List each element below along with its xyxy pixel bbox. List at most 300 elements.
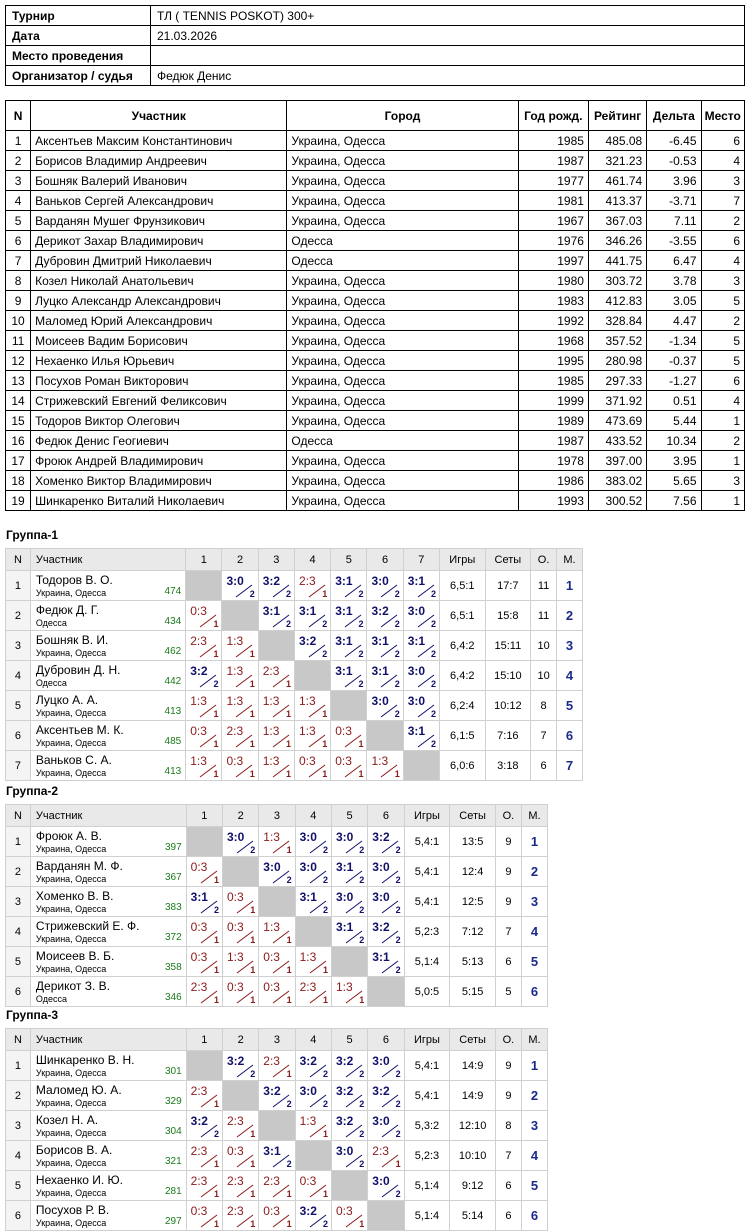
table-cell: 7.11 <box>647 211 701 231</box>
column-header: N <box>6 1029 31 1051</box>
player-rating: 329 <box>164 1096 182 1107</box>
table-row <box>6 371 745 391</box>
points-cell: 9 <box>495 1051 521 1081</box>
match-points: 1 <box>358 769 364 779</box>
table-cell: -0.37 <box>647 351 701 371</box>
games-cell: 6,4:2 <box>439 631 485 661</box>
match-result-cell <box>186 721 222 751</box>
table-row <box>6 131 745 151</box>
row-number: 3 <box>6 631 31 661</box>
player-name: Маломед Ю. А. <box>35 1083 122 1097</box>
match-result-cell <box>295 1171 331 1201</box>
match-result-cell <box>222 1111 258 1141</box>
points-cell: 6 <box>495 947 521 977</box>
diagonal-cell <box>295 1141 331 1171</box>
table-cell: Козел Николай Анатольевич <box>31 271 287 291</box>
column-header: N <box>6 805 31 827</box>
match-points: 2 <box>359 1099 365 1109</box>
diagonal-cell <box>368 977 404 1007</box>
sets-cell: 14:9 <box>450 1081 496 1111</box>
player-city: Одесса <box>35 618 67 628</box>
table-cell: Одесса <box>287 431 518 451</box>
table-cell: Борисов Владимир Андреевич <box>31 151 287 171</box>
player-rating: 358 <box>164 962 182 973</box>
player-rating: 462 <box>164 646 182 657</box>
sets-cell: 5:13 <box>450 947 496 977</box>
match-points: 2 <box>359 1159 365 1169</box>
match-points: 1 <box>286 845 292 855</box>
match-score: 3:0 <box>372 890 390 904</box>
match-result-cell <box>295 827 331 857</box>
table-cell: 328.84 <box>588 311 646 331</box>
group-table <box>5 804 548 1007</box>
match-result-cell <box>367 631 403 661</box>
match-result-cell <box>331 1141 367 1171</box>
table-cell: -0.53 <box>647 151 701 171</box>
table-cell: 1989 <box>518 411 588 431</box>
table-cell: Украина, Одесса <box>287 331 518 351</box>
match-score: 3:0 <box>299 830 317 844</box>
match-points: 1 <box>285 739 291 749</box>
match-points: 2 <box>286 875 292 885</box>
table-cell: Украина, Одесса <box>287 271 518 291</box>
match-result-cell <box>222 691 258 721</box>
games-cell: 6,5:1 <box>439 571 485 601</box>
player-city: Украина, Одесса <box>35 768 107 778</box>
match-result-cell <box>186 1111 222 1141</box>
match-score: 3:1 <box>407 724 426 738</box>
match-result-cell <box>403 661 439 691</box>
table-cell: Украина, Одесса <box>287 351 518 371</box>
match-points: 2 <box>430 619 436 629</box>
table-cell: Украина, Одесса <box>287 131 518 151</box>
points-cell: 9 <box>495 827 521 857</box>
row-number: 2 <box>6 601 31 631</box>
match-points: 2 <box>359 1069 365 1079</box>
match-points: 2 <box>395 1069 401 1079</box>
match-points: 1 <box>358 739 364 749</box>
column-header: Участник <box>30 1029 186 1051</box>
player-cell <box>30 857 186 887</box>
table-cell: Маломед Юрий Александрович <box>31 311 287 331</box>
table-cell: Фроюк Андрей Владимирович <box>31 451 287 471</box>
match-score: 2:3 <box>190 634 207 648</box>
player-cell <box>30 661 185 691</box>
row-number: 4 <box>6 661 31 691</box>
player-rating: 372 <box>164 932 182 943</box>
match-result-cell <box>222 751 258 781</box>
place-cell: 5 <box>521 1171 547 1201</box>
table-cell: 3 <box>701 271 745 291</box>
table-cell: Одесса <box>287 231 518 251</box>
table-cell: 1968 <box>518 331 588 351</box>
match-score: 3:0 <box>407 664 426 678</box>
table-cell: 2 <box>701 311 745 331</box>
table-cell: 441.75 <box>588 251 646 271</box>
table-cell: 5.65 <box>647 471 701 491</box>
table-row <box>6 271 745 291</box>
match-points: 2 <box>286 1159 292 1169</box>
match-result-cell <box>222 887 258 917</box>
games-cell: 5,0:5 <box>404 977 450 1007</box>
match-score: 2:3 <box>262 664 280 678</box>
match-result-cell <box>186 917 222 947</box>
match-points: 1 <box>286 995 292 1005</box>
player-name: Хоменко В. В. <box>35 889 114 903</box>
match-points: 2 <box>249 589 255 599</box>
column-header: 6 <box>367 549 403 571</box>
match-points: 2 <box>394 589 400 599</box>
group-title: Группа-1 <box>6 528 59 542</box>
match-score: 1:3 <box>190 694 207 708</box>
column-header: М. <box>521 1029 547 1051</box>
player-name: Стрижевский Е. Ф. <box>35 919 140 933</box>
row-number: 6 <box>6 1201 31 1231</box>
match-points: 1 <box>322 965 328 975</box>
points-cell: 9 <box>495 1081 521 1111</box>
row-number: 4 <box>6 1141 31 1171</box>
table-cell: Украина, Одесса <box>287 171 518 191</box>
match-points: 2 <box>395 1129 401 1139</box>
match-result-cell <box>222 571 258 601</box>
match-score: 1:3 <box>335 980 353 994</box>
player-name: Посухов Р. В. <box>35 1203 110 1217</box>
match-result-cell <box>368 947 404 977</box>
sets-cell: 15:8 <box>485 601 531 631</box>
player-rating: 367 <box>164 872 182 883</box>
match-result-cell <box>186 661 222 691</box>
player-cell <box>30 571 185 601</box>
place-cell: 7 <box>557 751 583 781</box>
match-score: 3:2 <box>190 1114 208 1128</box>
points-cell: 6 <box>495 1201 521 1231</box>
info-row <box>6 6 745 26</box>
match-points: 1 <box>213 995 219 1005</box>
player-city: Украина, Одесса <box>35 964 107 974</box>
match-result-cell <box>258 661 294 691</box>
table-cell: Посухов Роман Викторович <box>31 371 287 391</box>
table-cell: 5 <box>701 331 745 351</box>
sets-cell: 9:12 <box>450 1171 496 1201</box>
player-rating: 474 <box>164 586 182 597</box>
player-cell <box>30 887 186 917</box>
place-cell: 4 <box>521 917 547 947</box>
match-points: 1 <box>250 905 256 915</box>
match-points: 2 <box>285 589 291 599</box>
match-score: 0:3 <box>335 1204 353 1218</box>
table-cell: 2 <box>701 211 745 231</box>
table-cell: Хоменко Виктор Владимирович <box>31 471 287 491</box>
points-cell: 7 <box>495 1141 521 1171</box>
table-row <box>6 1201 548 1231</box>
table-row <box>6 151 745 171</box>
row-number: 4 <box>6 917 31 947</box>
player-city: Одесса <box>35 994 67 1004</box>
place-cell: 6 <box>557 721 583 751</box>
column-header: Сеты <box>450 805 496 827</box>
column-header: Город <box>287 101 518 131</box>
match-score: 3:2 <box>263 1084 281 1098</box>
match-score: 3:0 <box>372 860 390 874</box>
table-cell: 1 <box>701 411 745 431</box>
match-score: 1:3 <box>298 724 316 738</box>
points-cell: 9 <box>495 887 521 917</box>
place-cell: 1 <box>521 1051 547 1081</box>
column-header: 3 <box>259 805 295 827</box>
match-points: 2 <box>359 905 365 915</box>
match-result-cell <box>331 1111 367 1141</box>
sets-cell: 5:15 <box>450 977 496 1007</box>
match-result-cell <box>294 601 330 631</box>
match-points: 2 <box>358 619 364 629</box>
match-result-cell <box>186 1081 222 1111</box>
table-cell: 4 <box>701 251 745 271</box>
match-score: 3:0 <box>226 574 244 588</box>
group-title: Группа-2 <box>6 784 59 798</box>
info-row <box>6 66 745 86</box>
match-score: 1:3 <box>226 694 244 708</box>
player-cell <box>30 631 185 661</box>
match-points: 1 <box>213 1159 219 1169</box>
match-points: 1 <box>249 679 255 689</box>
match-result-cell <box>368 1051 404 1081</box>
table-cell: 2 <box>701 431 745 451</box>
games-cell: 6,5:1 <box>439 601 485 631</box>
match-score: 3:2 <box>299 1054 317 1068</box>
match-score: 1:3 <box>226 950 244 964</box>
place-cell: 3 <box>557 631 583 661</box>
points-cell: 6 <box>495 1171 521 1201</box>
table-cell: Украина, Одесса <box>287 151 518 171</box>
table-cell: 1 <box>6 131 31 151</box>
table-cell: 1992 <box>518 311 588 331</box>
column-header: 2 <box>222 805 258 827</box>
match-score: 1:3 <box>299 1114 317 1128</box>
sets-cell: 12:4 <box>450 857 496 887</box>
match-score: 3:2 <box>298 634 317 648</box>
info-label: Дата <box>6 26 151 46</box>
table-cell: 303.72 <box>588 271 646 291</box>
match-score: 1:3 <box>226 664 244 678</box>
match-result-cell <box>331 917 367 947</box>
match-result-cell <box>258 601 294 631</box>
match-result-cell <box>222 631 258 661</box>
match-score: 0:3 <box>299 1174 317 1188</box>
match-points: 1 <box>285 679 291 689</box>
match-result-cell <box>368 917 404 947</box>
match-score: 2:3 <box>190 1144 208 1158</box>
table-cell: 1997 <box>518 251 588 271</box>
match-score: 0:3 <box>226 980 244 994</box>
player-cell <box>30 691 185 721</box>
match-points: 2 <box>359 845 365 855</box>
place-cell: 1 <box>521 827 547 857</box>
table-cell: -3.71 <box>647 191 701 211</box>
column-header: Рейтинг <box>588 101 646 131</box>
row-number: 1 <box>6 1051 31 1081</box>
column-header: 4 <box>295 805 331 827</box>
match-points: 2 <box>395 965 401 975</box>
row-number: 6 <box>6 977 31 1007</box>
match-points: 1 <box>250 935 256 945</box>
match-points: 1 <box>286 965 292 975</box>
table-cell: 357.52 <box>588 331 646 351</box>
table-cell: 10.34 <box>647 431 701 451</box>
match-points: 1 <box>286 1219 292 1229</box>
match-points: 1 <box>322 739 328 749</box>
match-score: 3:0 <box>335 1144 354 1158</box>
match-points: 1 <box>213 769 219 779</box>
match-points: 1 <box>250 965 256 975</box>
games-cell: 6,1:5 <box>439 721 485 751</box>
match-score: 3:2 <box>299 1204 317 1218</box>
column-header: 5 <box>331 805 367 827</box>
table-cell: 19 <box>6 491 31 511</box>
match-score: 0:3 <box>226 890 244 904</box>
match-points: 1 <box>359 1219 365 1229</box>
match-result-cell <box>222 1171 258 1201</box>
match-score: 0:3 <box>226 754 244 768</box>
info-label: Организатор / судья <box>6 66 151 86</box>
table-cell: 7 <box>701 191 745 211</box>
player-name: Борисов В. А. <box>35 1143 113 1157</box>
match-result-cell <box>259 1201 295 1231</box>
match-score: 3:0 <box>372 1114 390 1128</box>
table-cell: 1987 <box>518 431 588 451</box>
player-cell <box>30 601 185 631</box>
match-points: 2 <box>394 679 400 689</box>
diagonal-cell <box>368 1201 404 1231</box>
match-points: 2 <box>322 1099 328 1109</box>
table-row <box>6 231 745 251</box>
match-points: 2 <box>430 649 436 659</box>
games-cell: 5,1:4 <box>404 947 450 977</box>
table-cell: -1.27 <box>647 371 701 391</box>
match-result-cell <box>186 977 222 1007</box>
match-score: 0:3 <box>226 1144 244 1158</box>
match-score: 3:2 <box>372 920 390 934</box>
match-score: 0:3 <box>335 724 352 738</box>
diagonal-cell <box>294 661 330 691</box>
match-points: 2 <box>395 1099 401 1109</box>
table-cell: 412.83 <box>588 291 646 311</box>
match-score: 3:0 <box>299 860 317 874</box>
table-row <box>6 1141 548 1171</box>
diagonal-cell <box>222 601 258 631</box>
match-points: 2 <box>358 589 364 599</box>
match-result-cell <box>259 947 295 977</box>
table-cell: Украина, Одесса <box>287 411 518 431</box>
table-cell: 11 <box>6 331 31 351</box>
place-cell: 2 <box>557 601 583 631</box>
match-result-cell <box>222 947 258 977</box>
table-row <box>6 571 583 601</box>
match-points: 2 <box>322 905 328 915</box>
match-result-cell <box>258 751 294 781</box>
table-row <box>6 251 745 271</box>
table-row <box>6 191 745 211</box>
match-score: 3:1 <box>190 890 208 904</box>
player-name: Бошняк В. И. <box>35 633 109 647</box>
diagonal-cell <box>186 571 222 601</box>
player-city: Украина, Одесса <box>35 934 107 944</box>
column-header: М. <box>521 805 547 827</box>
games-cell: 5,1:4 <box>404 1171 450 1201</box>
player-name: Дерикот З. В. <box>35 979 110 993</box>
group-header-row <box>6 549 583 571</box>
row-number: 3 <box>6 1111 31 1141</box>
match-result-cell <box>222 1201 258 1231</box>
match-result-cell <box>368 857 404 887</box>
points-cell: 9 <box>495 857 521 887</box>
table-cell: 1977 <box>518 171 588 191</box>
points-cell: 11 <box>531 601 557 631</box>
row-number: 5 <box>6 1171 31 1201</box>
games-cell: 5,4:1 <box>404 1081 450 1111</box>
match-result-cell <box>367 571 403 601</box>
table-cell: 1967 <box>518 211 588 231</box>
match-score: 3:1 <box>299 890 317 904</box>
match-score: 3:0 <box>299 1084 317 1098</box>
participants-table <box>5 100 745 511</box>
table-cell: Украина, Одесса <box>287 491 518 511</box>
column-header: Игры <box>439 549 485 571</box>
table-cell: Украина, Одесса <box>287 371 518 391</box>
place-cell: 6 <box>521 1201 547 1231</box>
table-cell: 1 <box>701 451 745 471</box>
column-header: О. <box>495 805 521 827</box>
match-points: 2 <box>394 649 400 659</box>
sets-cell: 7:12 <box>450 917 496 947</box>
match-points: 1 <box>322 709 328 719</box>
games-cell: 5,4:1 <box>404 827 450 857</box>
player-city: Украина, Одесса <box>35 904 107 914</box>
match-result-cell <box>295 1051 331 1081</box>
table-cell: 346.26 <box>588 231 646 251</box>
column-header: 4 <box>295 1029 331 1051</box>
match-result-cell <box>294 631 330 661</box>
match-points: 1 <box>285 709 291 719</box>
player-rating: 304 <box>164 1126 182 1137</box>
match-result-cell <box>368 887 404 917</box>
points-cell: 5 <box>495 977 521 1007</box>
match-points: 2 <box>395 935 401 945</box>
diagonal-cell <box>259 1111 295 1141</box>
match-points: 1 <box>213 1189 219 1199</box>
table-cell: Шинкаренко Виталий Николаевич <box>31 491 287 511</box>
match-result-cell <box>403 631 439 661</box>
player-name: Федюк Д. Г. <box>35 603 100 617</box>
match-score: 3:0 <box>371 694 389 708</box>
sets-cell: 12:5 <box>450 887 496 917</box>
table-cell: 3.05 <box>647 291 701 311</box>
player-rating: 413 <box>164 706 182 717</box>
player-rating: 413 <box>164 766 182 777</box>
column-header: Год рожд. <box>518 101 588 131</box>
match-points: 2 <box>322 1069 328 1079</box>
player-rating: 321 <box>164 1156 182 1167</box>
table-cell: 413.37 <box>588 191 646 211</box>
table-cell: 5 <box>701 291 745 311</box>
column-header: 7 <box>403 549 439 571</box>
player-name: Дубровин Д. Н. <box>35 663 121 677</box>
match-score: 2:3 <box>226 1114 244 1128</box>
row-number: 2 <box>6 857 31 887</box>
player-name: Варданян М. Ф. <box>35 859 123 873</box>
player-cell <box>30 751 185 781</box>
match-result-cell <box>294 751 330 781</box>
points-cell: 6 <box>531 751 557 781</box>
